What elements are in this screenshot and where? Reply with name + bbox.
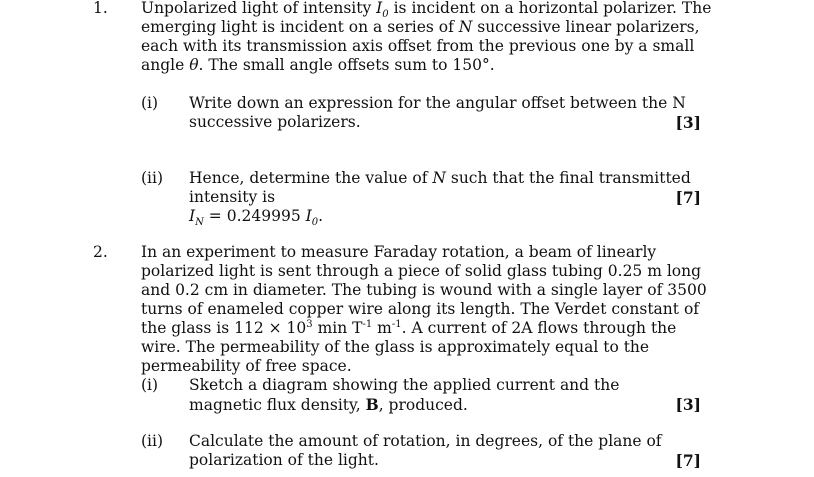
question-1-part-i bbox=[141, 94, 701, 134]
part-label: (ii) bbox=[141, 432, 164, 450]
part-text: Write down an expression for the angular offset between the N successive polarizers. bbox=[189, 94, 686, 131]
intensity-symbol: $I_0$ bbox=[376, 0, 389, 21]
part-text: Calculate the amount of rotation, in degrees, of the plane of polarization of the light. bbox=[189, 432, 662, 469]
question-2-number: 2. bbox=[93, 243, 108, 261]
part-label: (i) bbox=[141, 94, 159, 112]
question-1-text: Unpolarized light of intensity $I_0$ is incident on a horizontal polarizer. The emerging light is incident on a series of N successive linear polarizers, each with its transmission axis offset from the previous one by a small angle θ. The small angle offsets sum to 150°. bbox=[141, 0, 712, 74]
question-2-text: In an experiment to measure Faraday rotation, a beam of linearly polarized light is sent through a piece of solid glass tubing 0.25 m long and 0.2 cm in diameter. The tubing is wound with a single layer of 3500 turns of enameled copper wire along its length. The Verdet constant of the glass is $112 \times 10^3$ $\min T^{-1}$ $m^{-1}$. A current of 2A flows through the wire. The permeability of the glass is approximately equal to the permeability of free space. bbox=[141, 243, 707, 375]
question-1-part-ii bbox=[141, 169, 701, 229]
marks: [7] bbox=[675, 188, 701, 207]
marks: [3] bbox=[675, 113, 701, 132]
part-label: (ii) bbox=[141, 169, 164, 187]
marks: [3] bbox=[675, 395, 701, 414]
question-2-part-i bbox=[141, 376, 701, 416]
part-label: (i) bbox=[141, 376, 159, 394]
question-2-part-ii bbox=[141, 432, 701, 472]
question-1-number: 1. bbox=[93, 0, 108, 17]
part-text: Sketch a diagram showing the applied current and the magnetic flux density, B, produced. bbox=[189, 376, 620, 414]
part-text: Hence, determine the value of N such that the final transmitted intensity is $I_N = 0.249995$ $I_0$. bbox=[189, 169, 691, 229]
marks: [7] bbox=[675, 451, 701, 470]
